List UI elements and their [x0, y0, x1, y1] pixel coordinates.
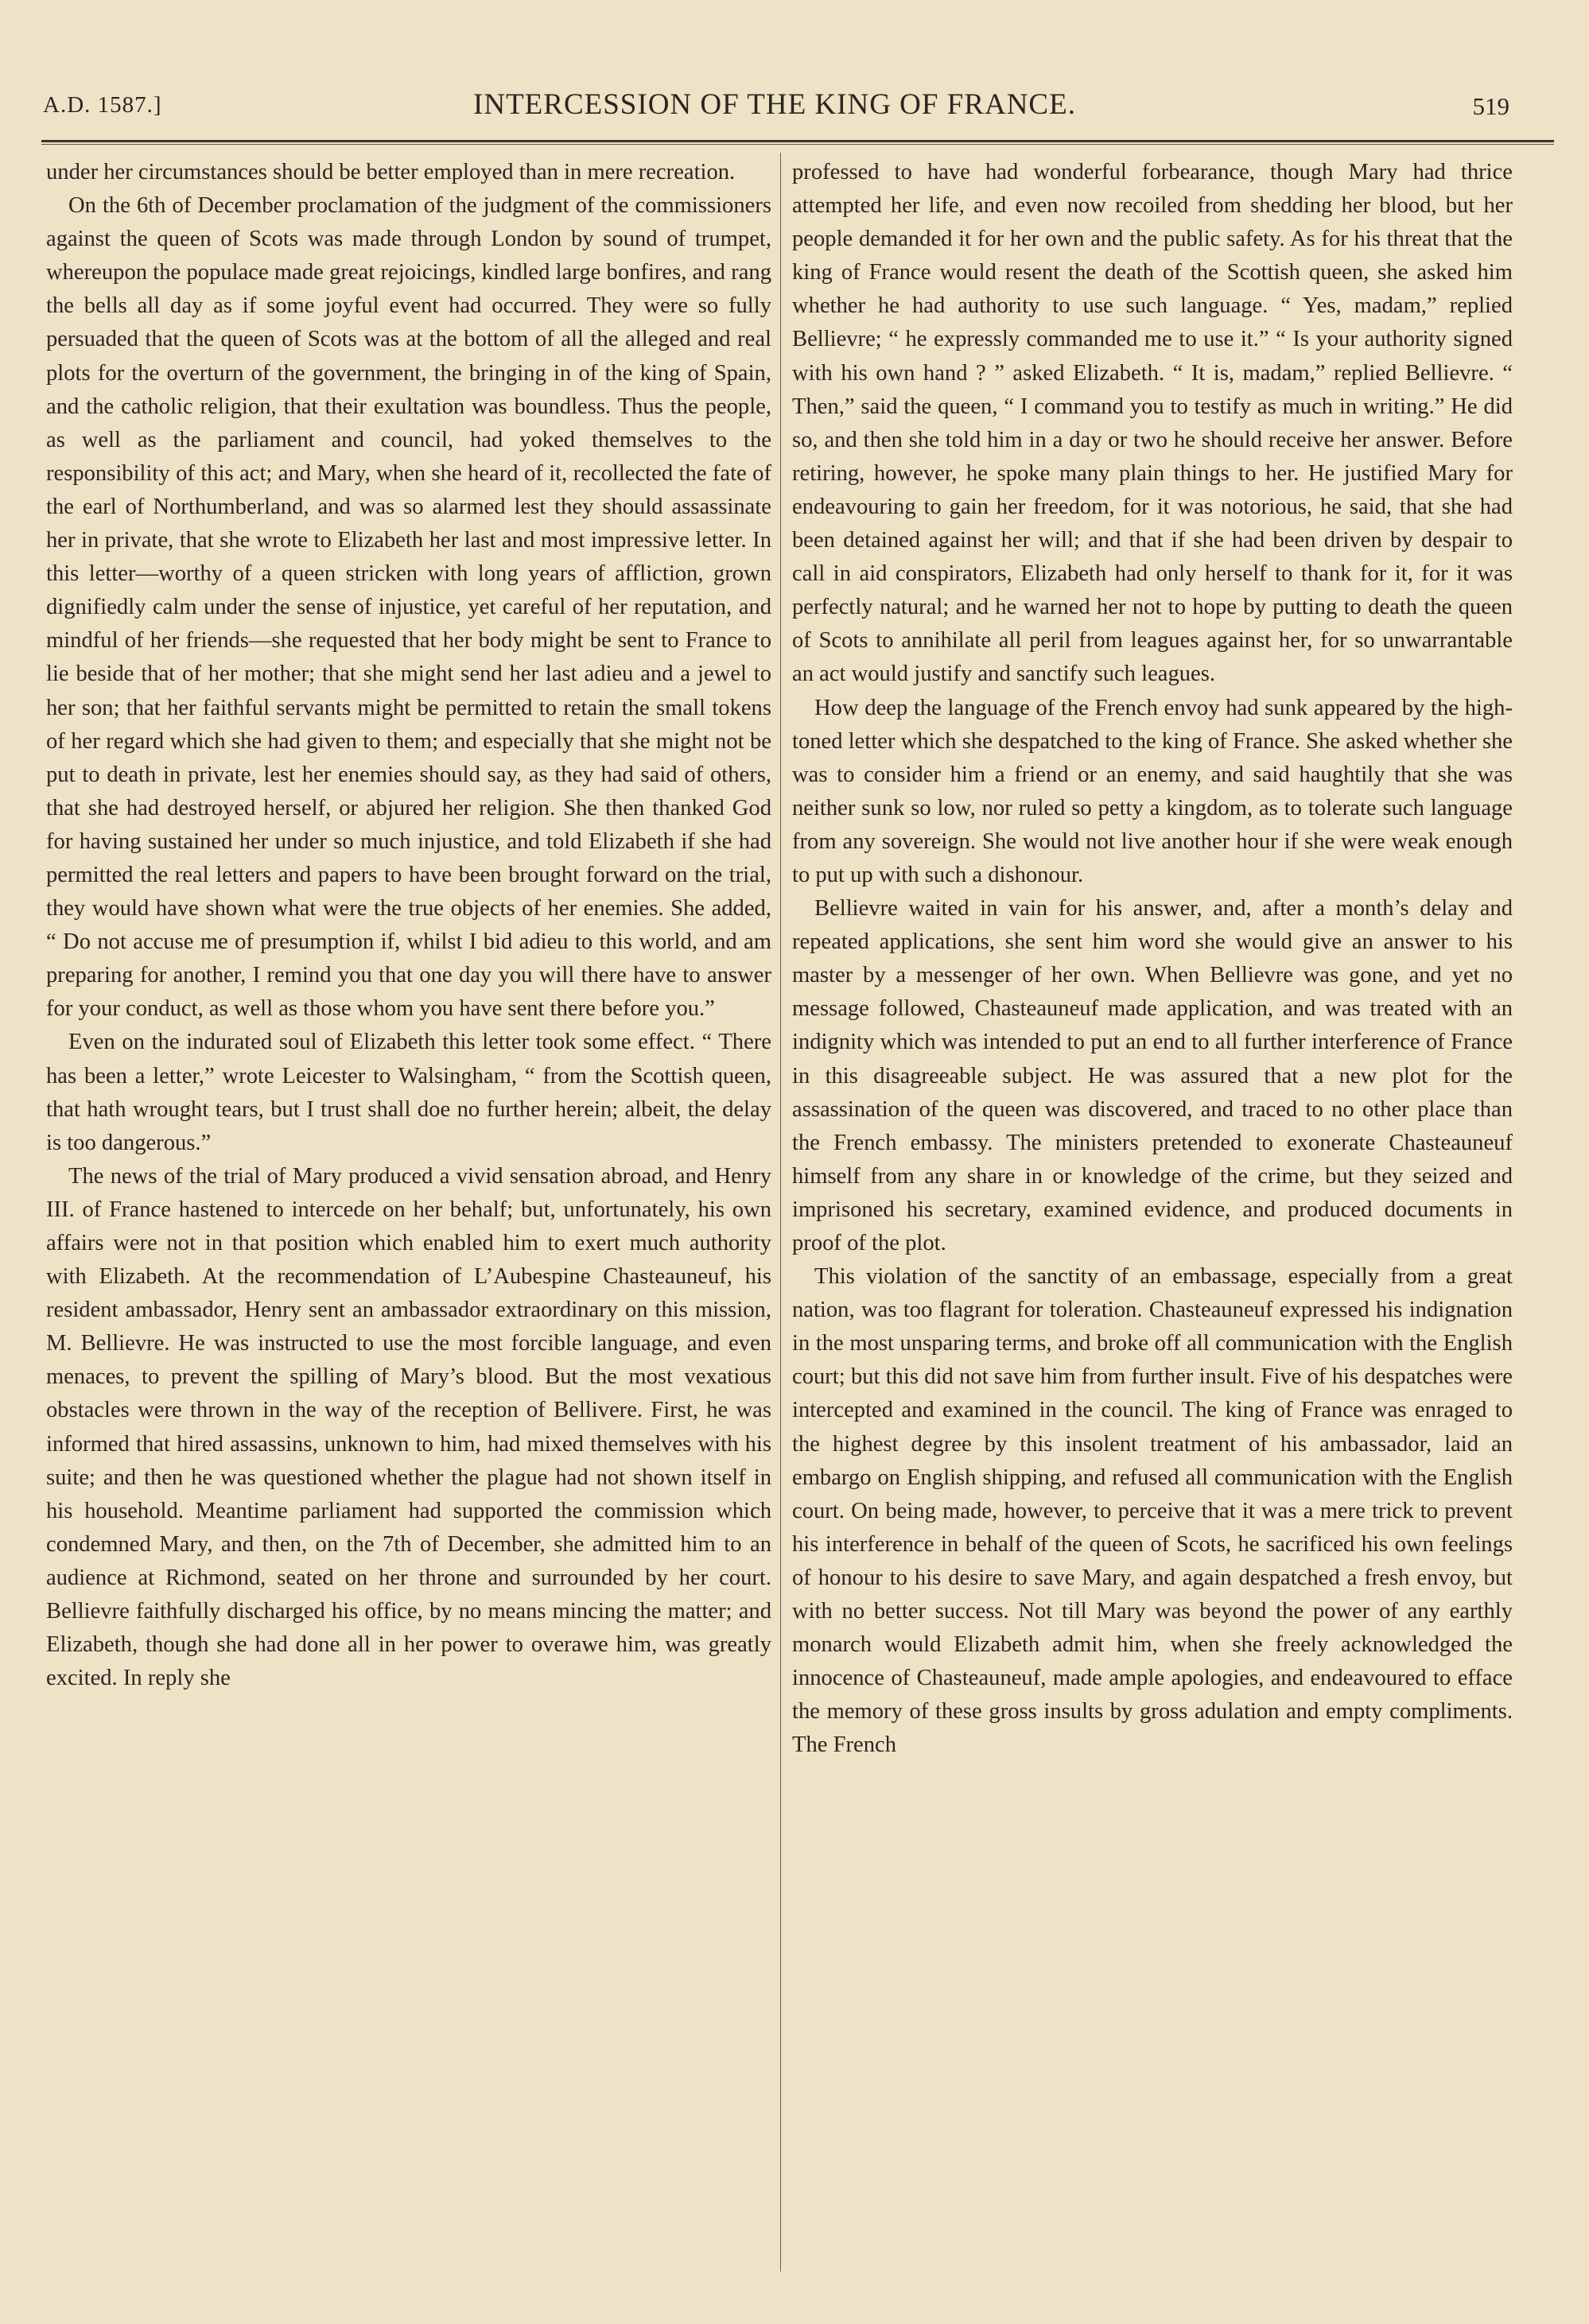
paragraph: Even on the indurated soul of Elizabeth this letter took some effect. “ There has been a letter,” wrote Leicester to Walsingham, “ from the Scottish queen, that hath wrought tears, but I trust shall doe no further herein; albeit, the delay is too dangerous.”	[46, 1030, 771, 1155]
header-date: A.D. 1587.]	[43, 92, 162, 118]
header-title: INTERCESSION OF THE KING OF FRANCE.	[473, 88, 1076, 121]
left-column	[46, 156, 771, 1695]
header-rule-thin	[41, 144, 1554, 145]
header-rule	[41, 140, 1554, 142]
column-divider	[780, 153, 781, 2272]
paragraph: This violation of the sanctity of an embassage, especially from a great nation, was too flagrant for toleration. Chasteauneuf expressed his indignation in the most unsparing terms, and broke off all communication with the English court; but this did not save him from further insult. Five of his despatches were intercepted and examined in the council. The king of France was enraged to the highest degree by this insolent treatment of his ambassador, laid an embargo on English shipping, and refused all communication with the English court. On being made, however, to perceive that it was a mere trick to prevent his interference in behalf of the queen of Scots, he sacrificed his own feelings of honour to his desire to save Mary, and again despatched a fresh envoy, but with no better success. Not till Mary was beyond the power of any earthly monarch would Elizabeth admit him, when she freely acknowledged the innocence of Chasteauneuf, made ample apologies, and endeavoured to efface the memory of these gross insults by gross adulation and empty compliments. The French	[792, 1264, 1513, 1758]
paragraph: under her circumstances should be better employed than in mere recreation.	[46, 160, 736, 184]
right-column	[792, 156, 1513, 1763]
paragraph: The news of the trial of Mary produced a vivid sensation abroad, and Henry III. of France hastened to intercede on her behalf; but, unfortunately, his own affairs were not in that position which enabled him to exert much authority with Elizabeth. At the recommendation of L’Aubespine Chasteauneuf, his resident ambassador, Henry sent an ambassador extraordinary on this mission, M. Bellievre. He was instructed to use the most forcible language, and even menaces, to prevent the spilling of Mary’s blood. But the most vexatious obstacles were thrown in the way of the reception of Bellivere. First, he was informed that hired assassins, unknown to him, had mixed themselves with his suite; and then he was questioned whether the plague had not shown itself in his household. Meantime parliament had supported the commission which condemned Mary, and then, on the 7th of December, she admitted him to an audience at Richmond, seated on her throne and surrounded by her court. Bellievre faithfully discharged his office, by no means mincing the matter; and Elizabeth, though she had done all in her power to overawe him, was greatly excited. In reply she	[46, 1163, 771, 1691]
paragraph: professed to have had wonderful forbearance, though Mary had thrice attempted her life, and even now recoiled from shedding her blood, but her people demanded it for her own and the public safety. As for his threat that the king of France would resent the death of the Scottish queen, she asked him whether he had authority to use such language. “ Yes, madam,” replied Bellievre; “ he expressly commanded me to use it.” “ Is your authority signed with his own hand ? ” asked Elizabeth. “ It is, madam,” replied Bellievre. “ Then,” said the queen, “ I command you to testify as much in writing.” He did so, and then she told him in a day or two he should receive her answer. Before retiring, however, he spoke many plain things to her. He justified Mary for endeavouring to gain her freedom, for it was notorious, he said, that she had been detained against her will; and that if she had been driven by despair to call in aid conspirators, Elizabeth had only herself to thank for it, for it was perfectly natural; and he warned her not to hope by putting to death the queen of Scots to annihilate all peril from leagues against her, for so unwarrantable an act would justify and sanctify such leagues.	[792, 160, 1513, 687]
paragraph: On the 6th of December proclamation of the judgment of the commissioners against the queen of Scots was made through London by sound of trumpet, whereupon the populace made great rejoicings, kindled large bonfires, and rang the bells all day as if some joyful event had occurred. They were so fully persuaded that the queen of Scots was at the bottom of all the alleged and real plots for the overturn of the government, the bringing in of the king of Spain, and the catholic religion, that their exultation was boundless. Thus the people, as well as the parliament and council, had yoked themselves to the responsibility of this act; and Mary, when she heard of it, recollected the fate of the earl of Northumberland, and was so alarmed lest they should assassinate her in private, that she wrote to Elizabeth her last and most impressive letter. In this letter—worthy of a queen stricken with long years of affliction, grown dignifiedly calm under the sense of injustice, yet careful of her reputation, and mindful of her friends—she requested that her body might be sent to France to lie beside that of her mother; that she might send her last adieu and a jewel to her son; that her faithful servants might be permitted to retain the small tokens of her regard which she had given to them; and especially that she might not be put to death in private, lest her enemies should say, as they had said of others, that she had destroyed herself, or abjured her religion. She then thanked God for having sustained her under so much injustice, and told Elizabeth if she had permitted the real letters and papers to have been brought forward on the trial, they would have shown what were the true objects of her enemies. She added, “ Do not accuse me of presumption if, whilst I bid adieu to this world, and am preparing for another, I remind you that one day you will there have to answer for your conduct, as well as those whom you have sent there before you.”	[46, 193, 771, 1022]
paragraph: Bellievre waited in vain for his answer, and, after a month’s delay and repeated applications, she sent him word she would give an answer to his master by a messenger of her own. When Bellievre was gone, and yet no message followed, Chasteauneuf made application, and was treated with an indignity which was intended to put an end to all further interference of France in this disagreeable subject. He was assured that a new plot for the assassination of the queen was discovered, and traced to no other place than the French embassy. The ministers pretended to exonerate Chasteauneuf himself from any share in or knowledge of the crime, but they seized and imprisoned his secretary, examined evidence, and produced documents in proof of the plot.	[792, 896, 1513, 1255]
page-number: 519	[1472, 92, 1509, 120]
paragraph: How deep the language of the French envoy had sunk appeared by the high-toned letter which she despatched to the king of France. She asked whether she was to consider him a friend or an enemy, and said haughtily that she was neither sunk so low, nor ruled so petty a kingdom, as to tolerate such language from any sovereign. She would not live another hour if she were weak enough to put up with such a dishonour.	[792, 695, 1513, 887]
running-header	[40, 86, 1509, 134]
